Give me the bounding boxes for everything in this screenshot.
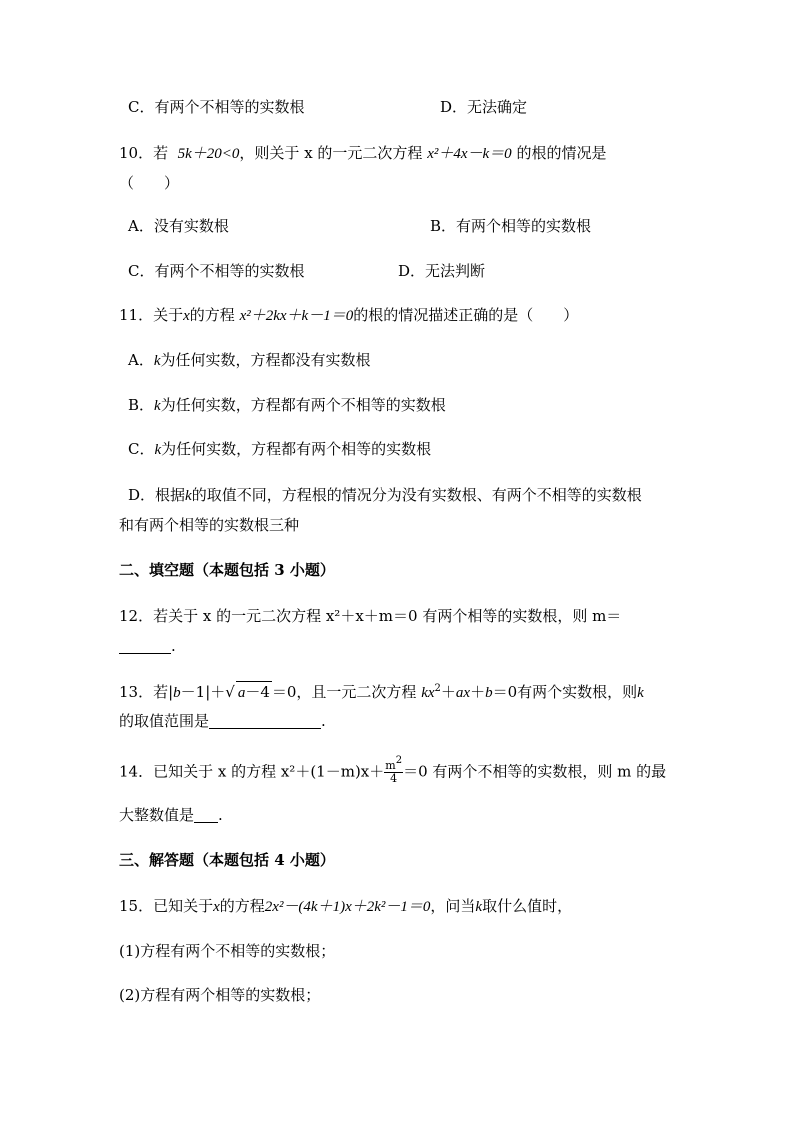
q9-option-c: C．有两个不相等的实数根 (128, 98, 305, 116)
q10-option-a: A．没有实数根 (128, 217, 229, 235)
q11-option-c: C．k为任何实数，方程都有两个相等的实数根 (128, 440, 432, 458)
section-2-heading: 二、填空题（本题包括 3 小题） (119, 561, 335, 579)
q12-blank[interactable] (119, 637, 171, 654)
question-11: 11．关于x的方程 x²＋2kx＋k－1＝0的根的情况描述正确的是（ ） (119, 306, 579, 324)
question-10 (119, 143, 606, 164)
q13-blank[interactable] (209, 712, 321, 729)
q10-equation: x²＋4x－k＝0 (427, 146, 512, 162)
q11-option-c-text: 为任何实数，方程都有两个相等的实数根 (161, 440, 432, 458)
q10-option-c: C．有两个不相等的实数根 (128, 262, 305, 280)
q10-paren: （ ） (119, 174, 180, 192)
q10-condition: 5k＋20<0 (177, 146, 240, 162)
q11-option-b: B．k为任何实数，方程都有两个不相等的实数根 (128, 396, 446, 414)
q14-p2: ＝0 有两个不相等的实数根，则 m 的最 (403, 762, 667, 781)
question-12: 12．若关于 x 的一元二次方程 x²＋x＋m＝0 有两个相等的实数根，则 m＝ (119, 607, 622, 625)
question-15: 15．已知关于x的方程2x²－(4k＋1)x＋2k²－1＝0，问当k取什么值时， (119, 897, 573, 915)
q11-prefix: 11．关于 (119, 306, 184, 324)
q11-option-d-cont: 和有两个相等的实数根三种 (119, 516, 300, 534)
q15-p1: 15．已知关于 (119, 897, 214, 915)
q13-line2: 的取值范围是 (119, 712, 210, 730)
q14-p1: 14．已知关于 x 的方程 x²＋(1－m)x＋ (119, 762, 385, 781)
q11-option-a: A．k为任何实数，方程都没有实数根 (128, 351, 371, 369)
q10-option-b: B．有两个相等的实数根 (430, 217, 592, 235)
q10-prefix: 10．若 (119, 144, 169, 162)
q15-sub-2: (2)方程有两个相等的实数根； (119, 986, 321, 1004)
q13-line-2: 的取值范围是 . (119, 712, 326, 730)
question-13: 13．若|b－1|＋√ a－4 ＝0，且一元二次方程 $kx^2+ax+b=0$有两个实数根，则k (119, 683, 644, 701)
q10-option-d: D．无法判断 (398, 262, 486, 280)
q11-option-b-text: 为任何实数，方程都有两个不相等的实数根 (160, 396, 446, 414)
q14-fraction: $\frac{m^2}{4}$ (385, 755, 403, 785)
q9-option-d: D．无法确定 (440, 98, 528, 116)
section-3-heading: 三、解答题（本题包括 4 小题） (119, 851, 335, 869)
q11-option-a-text: 为任何实数，方程都没有实数根 (160, 351, 371, 369)
q13-p1: 13．若 (119, 683, 169, 701)
q13-p2: ＝0，且一元二次方程 (271, 683, 417, 701)
q15-p3: ，问当 (430, 897, 476, 915)
q14-line-2: 大整数值是 . (119, 806, 223, 824)
q15-p2: 的方程 (219, 897, 265, 915)
q11-suffix: 的根的情况描述正确的是（ ） (353, 306, 579, 324)
q14-line2: 大整数值是 (119, 806, 195, 824)
q13-p3: 有两个实数根，则 (517, 683, 638, 701)
q11-option-d: D．根据k的取值不同，方程根的情况分为没有实数根、有两个不相等的实数根 (128, 486, 642, 504)
q15-equation: 2x²－(4k＋1)x＋2k²－1＝0 (264, 899, 431, 915)
question-14 (119, 755, 667, 785)
q15-sub-1: (1)方程有两个不相等的实数根； (119, 942, 336, 960)
q11-equation: x²＋2kx＋k－1＝0 (239, 308, 354, 324)
q14-blank[interactable] (194, 806, 218, 823)
q11-mid: 的方程 (189, 306, 235, 324)
q11-option-d-text: 的取值不同，方程根的情况分为没有实数根、有两个不相等的实数根 (191, 486, 642, 504)
q10-mid: ，则关于 x 的一元二次方程 (239, 144, 423, 162)
q10-suffix: 的根的情况是 (516, 144, 607, 162)
q12-answer-line: . (119, 636, 176, 656)
q15-p4: 取什么值时， (482, 897, 573, 915)
